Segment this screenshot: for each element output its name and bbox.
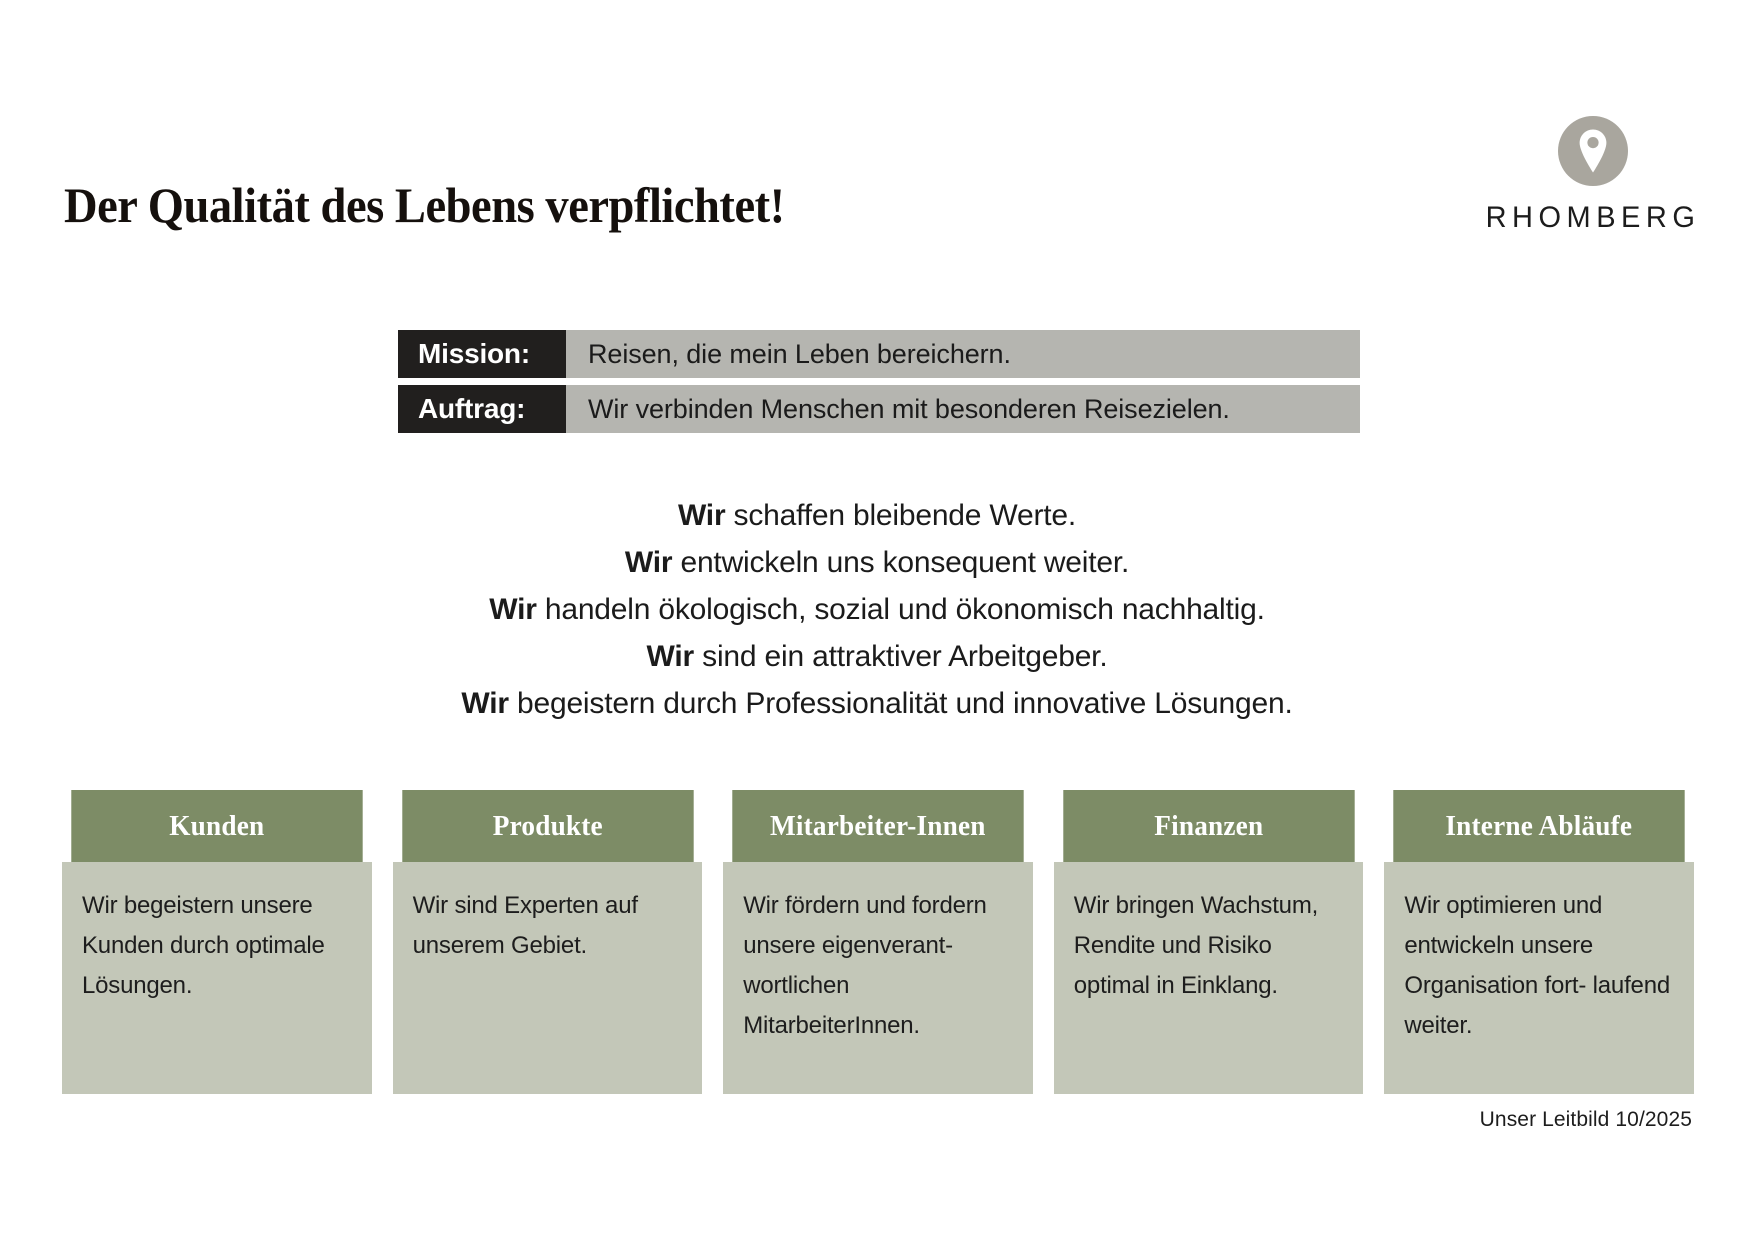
column-header: Finanzen xyxy=(1063,790,1354,862)
principle-rest: entwickeln uns konsequent weiter. xyxy=(672,546,1130,579)
logo-wordmark: RHOMBERG xyxy=(1485,201,1701,235)
principle-line xyxy=(0,633,1754,680)
column-body: Wir begeistern unsere Kunden durch optimale Lösungen. xyxy=(62,862,372,1094)
mission-auftrag-block xyxy=(398,330,1360,433)
column-body: Wir sind Experten auf unserem Gebiet. xyxy=(393,862,703,1094)
column-body: Wir bringen Wachstum, Rendite und Risiko optimal in Einklang. xyxy=(1054,862,1364,1094)
principle-rest: begeistern durch Professionalität und innovative Lösungen. xyxy=(508,687,1293,720)
column-header: Mitarbeiter-Innen xyxy=(732,790,1023,862)
principles-block xyxy=(0,492,1754,727)
principle-lead: Wir xyxy=(624,546,673,579)
principle-rest: schaffen bleibende Werte. xyxy=(725,499,1077,532)
column-header: Interne Abläufe xyxy=(1394,790,1685,862)
principle-rest: sind ein attraktiver Arbeitgeber. xyxy=(694,640,1108,673)
mission-text: Reisen, die mein Leben bereichern. xyxy=(566,330,1360,378)
mission-label: Mission: xyxy=(398,330,566,378)
rhomberg-logo xyxy=(1485,116,1701,235)
column-mitarbeiter-innen xyxy=(723,790,1033,1094)
column-produkte xyxy=(393,790,703,1094)
map-pin-in-circle-icon xyxy=(1558,116,1628,186)
perspective-columns xyxy=(62,790,1694,1094)
principle-line xyxy=(0,492,1754,539)
column-finanzen xyxy=(1054,790,1364,1094)
principle-lead: Wir xyxy=(489,593,537,626)
auftrag-row xyxy=(398,385,1360,433)
principle-lead: Wir xyxy=(461,687,509,720)
principle-line xyxy=(0,586,1754,633)
page-title: Der Qualität des Lebens verpflichtet! xyxy=(64,177,785,233)
auftrag-text: Wir verbinden Menschen mit besonderen Reisezielen. xyxy=(566,385,1360,433)
column-body: Wir fördern und fordern unsere eigenverant- wortlichen MitarbeiterInnen. xyxy=(723,862,1033,1094)
column-header: Produkte xyxy=(402,790,693,862)
principle-rest: handeln ökologisch, sozial und ökonomisch nachhaltig. xyxy=(536,593,1265,626)
mission-row xyxy=(398,330,1360,378)
auftrag-label: Auftrag: xyxy=(398,385,566,433)
principle-line xyxy=(0,680,1754,727)
column-kunden xyxy=(62,790,372,1094)
principle-line xyxy=(0,539,1754,586)
footer-note: Unser Leitbild 10/2025 xyxy=(1479,1108,1692,1131)
principle-lead: Wir xyxy=(677,499,726,532)
principle-lead: Wir xyxy=(646,640,695,673)
column-interne-ablaeufe xyxy=(1384,790,1694,1094)
column-header: Kunden xyxy=(71,790,362,862)
column-body: Wir optimieren und entwickeln unsere Organisation fort- laufend weiter. xyxy=(1384,862,1694,1094)
